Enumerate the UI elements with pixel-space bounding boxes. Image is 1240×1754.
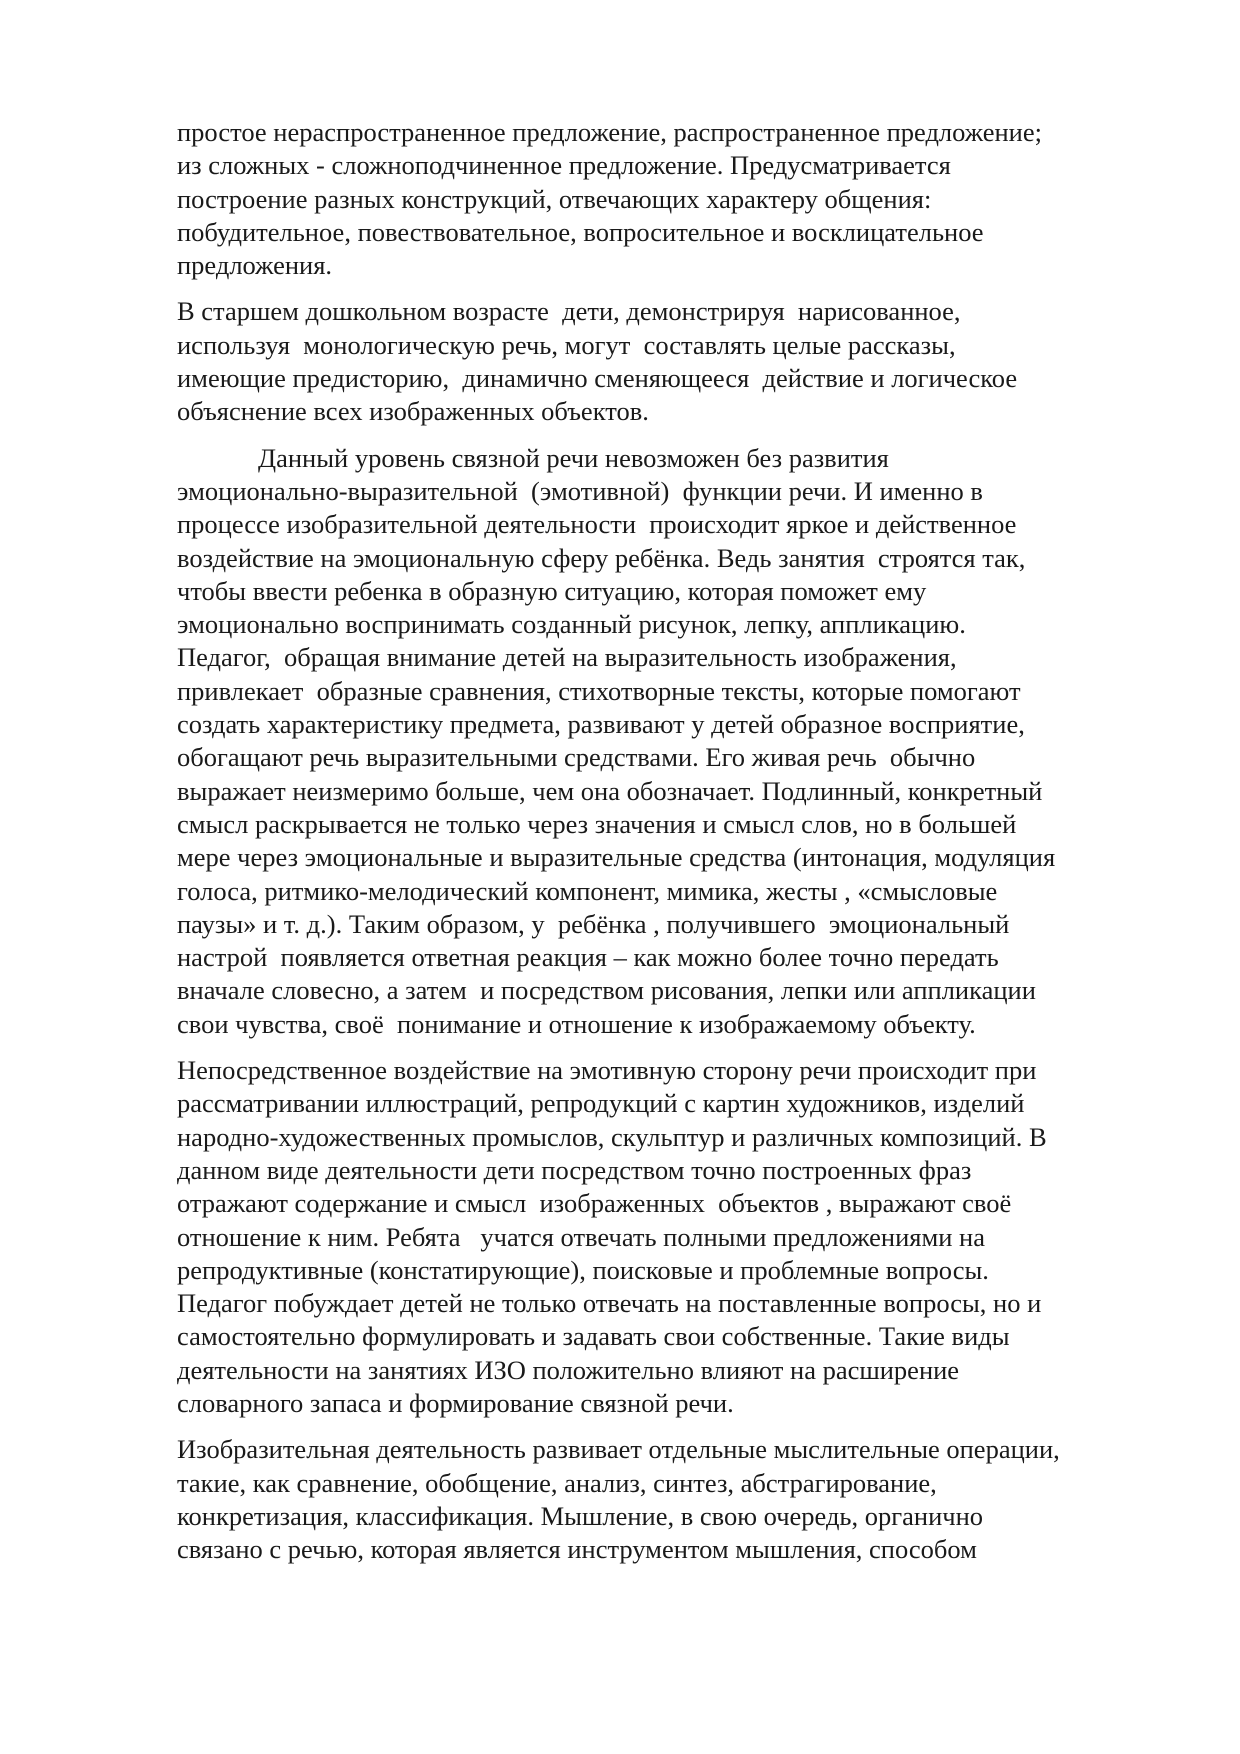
text-line: выражает неизмеримо больше, чем она обозначает. Подлинный, конкретный	[177, 775, 1043, 806]
text-line: простое нераспространенное предложение, распространенное предложение;	[177, 117, 1042, 147]
document-body	[177, 116, 1167, 1579]
text-line: создать характеристику предмета, развивают у детей образное восприятие,	[177, 709, 1025, 740]
paragraph	[177, 442, 1167, 1041]
text-line: голоса, ритмико-мелодический компонент, мимика, жесты , «смысловые	[177, 875, 998, 906]
text-line: имеющие предисторию, динамично сменяющееся действие и логическое	[177, 363, 1018, 394]
text-line: настрой появляется ответная реакция – как можно более точно передать	[177, 942, 999, 973]
text-line: обогащают речь выразительными средствами. Его живая речь обычно	[177, 742, 976, 773]
text-line: связано с речью, которая является инструментом мышления, способом	[177, 1534, 977, 1565]
text-line: народно-художественных промыслов, скульптур и различных композиций. В	[177, 1121, 1047, 1152]
text-line: отношение к ним. Ребята учатся отвечать полными предложениями на	[177, 1221, 985, 1252]
text-line: отражают содержание и смысл изображенных объектов , выражают своё	[177, 1188, 1012, 1219]
text-line: Изобразительная деятельность развивает отдельные мыслительные операции,	[177, 1434, 1060, 1465]
paragraph	[177, 1433, 1167, 1566]
text-line: В старшем дошкольном возрасте дети, демонстрируя нарисованное,	[177, 296, 961, 327]
text-line: эмоционально воспринимать созданный рисунок, лепку, аппликацию.	[177, 609, 966, 640]
text-line: используя монологическую речь, могут составлять целые рассказы,	[177, 329, 956, 360]
text-line: привлекает образные сравнения, стихотворные тексты, которые помогают	[177, 675, 1021, 706]
text-line: вначале словесно, а затем и посредством рисования, лепки или аппликации	[177, 975, 1036, 1006]
text-line: словарного запаса и формирование связной речи.	[177, 1387, 734, 1418]
text-line: предложения.	[177, 250, 333, 281]
text-line: чтобы ввести ребенка в образную ситуацию, которая поможет ему	[177, 575, 927, 606]
text-line: данном виде деятельности дети посредством точно построенных фраз	[177, 1154, 972, 1185]
paragraph	[177, 116, 1167, 282]
text-line: процессе изобразительной деятельности происходит яркое и действенное	[177, 509, 1017, 540]
text-line: воздействие на эмоциональную сферу ребёнка. Ведь занятия строятся так,	[177, 542, 1026, 573]
text-line: из сложных - сложноподчиненное предложение. Предусматривается	[177, 150, 951, 181]
text-line: Непосредственное воздействие на эмотивную сторону речи происходит при	[177, 1055, 1037, 1086]
paragraph	[177, 1054, 1167, 1420]
text-line: репродуктивные (констатирующие), поисковые и проблемные вопросы.	[177, 1254, 989, 1285]
text-line: смысл раскрывается не только через значения и смысл слов, но в большей	[177, 808, 1017, 839]
text-line: Данный уровень связной речи невозможен без развития	[258, 442, 889, 473]
text-line: самостоятельно формулировать и задавать свои собственные. Такие виды	[177, 1321, 1010, 1352]
text-line: эмоционально-выразительной (эмотивной) функции речи. И именно в	[177, 475, 983, 506]
text-line: построение разных конструкций, отвечающих характеру общения:	[177, 183, 932, 214]
text-line: свои чувства, своё понимание и отношение к изображаемому объекту.	[177, 1008, 976, 1039]
text-line: деятельности на занятиях ИЗО положительно влияют на расширение	[177, 1354, 960, 1385]
text-line: Педагог, обращая внимание детей на выразительность изображения,	[177, 642, 957, 673]
text-line: конкретизация, классификация. Мышление, в свою очередь, органично	[177, 1500, 984, 1531]
text-line: такие, как сравнение, обобщение, анализ, синтез, абстрагирование,	[177, 1467, 937, 1498]
paragraph	[177, 295, 1167, 428]
text-line: Педагог побуждает детей не только отвечать на поставленные вопросы, но и	[177, 1288, 1042, 1319]
text-line: рассматривании иллюстраций, репродукций с картин художников, изделий	[177, 1088, 1025, 1119]
text-line: мере через эмоциональные и выразительные средства (интонация, модуляция	[177, 842, 1056, 873]
text-line: объяснение всех изображенных объектов.	[177, 396, 649, 427]
text-line: побудительное, повествовательное, вопросительное и восклицательное	[177, 216, 984, 247]
text-line: паузы» и т. д.). Таким образом, у ребёнка , получившего эмоциональный	[177, 908, 1010, 939]
